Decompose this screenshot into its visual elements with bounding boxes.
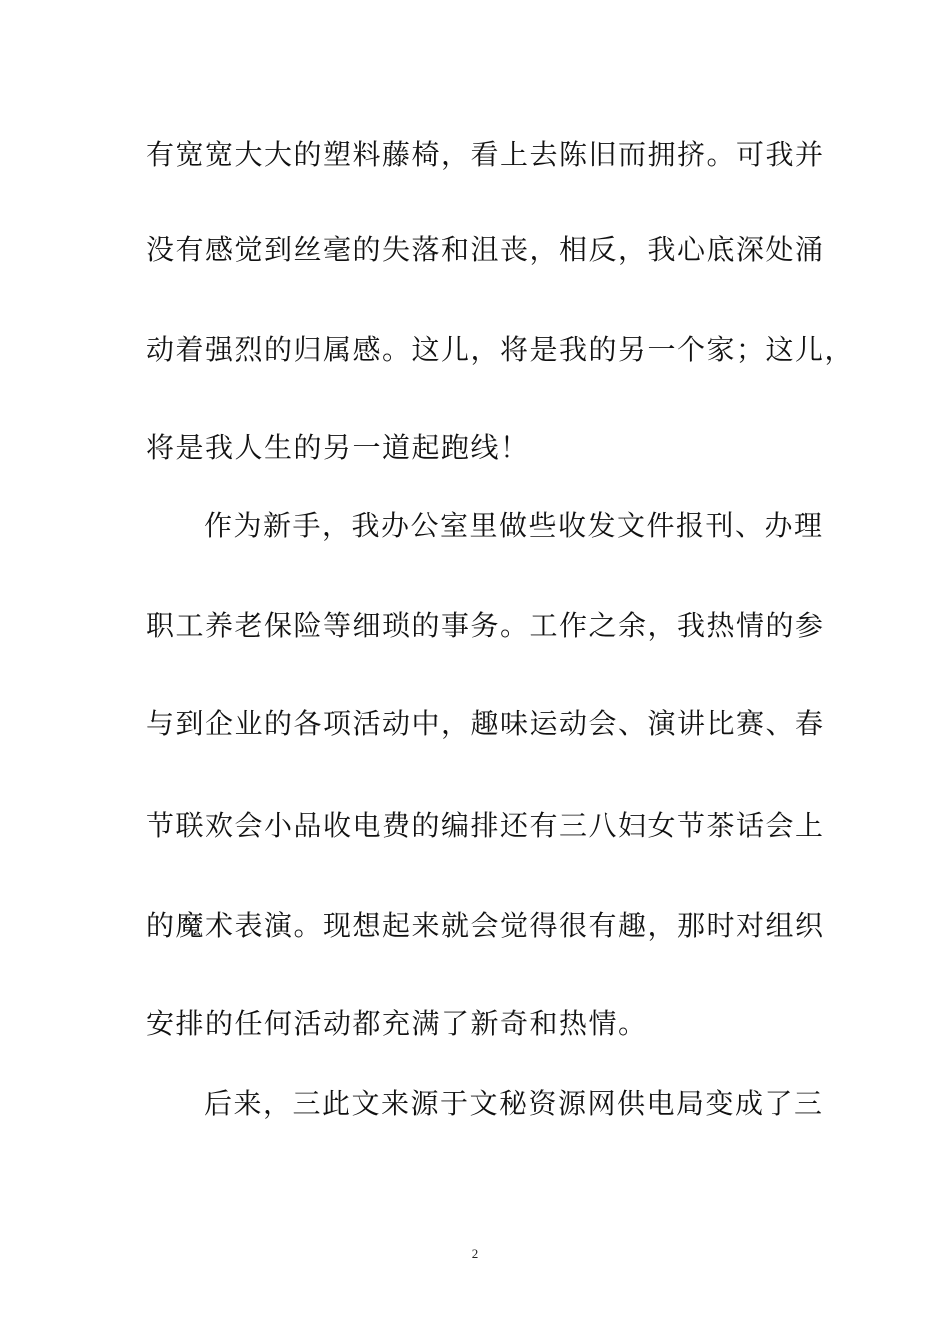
- text-line-11: 后来，三此文来源于文秘资源网供电局变成了三: [204, 1087, 824, 1120]
- page-number: 2: [471, 1246, 479, 1261]
- text-line-2: 没有感觉到丝毫的失落和沮丧，相反，我心底深处涌: [146, 233, 825, 266]
- text-line-9: 的魔术表演。现想起来就会觉得很有趣，那时对组织: [146, 909, 825, 942]
- text-line-7: 与到企业的各项活动中，趣味运动会、演讲比赛、春: [146, 707, 825, 740]
- text-line-6: 职工养老保险等细琐的事务。工作之余，我热情的参: [146, 609, 825, 642]
- text-line-5: 作为新手，我办公室里做些收发文件报刊、办理: [204, 509, 824, 542]
- text-line-1: 有宽宽大大的塑料藤椅，看上去陈旧而拥挤。可我并: [146, 138, 825, 171]
- text-line-10: 安排的任何活动都充满了新奇和热情。: [146, 1007, 648, 1040]
- text-line-8: 节联欢会小品收电费的编排还有三八妇女节茶话会上: [146, 809, 825, 842]
- text-line-4: 将是我人生的另一道起跑线！: [146, 431, 530, 464]
- text-line-3: 动着强烈的归属感。这儿，将是我的另一个家；这儿，: [146, 333, 855, 366]
